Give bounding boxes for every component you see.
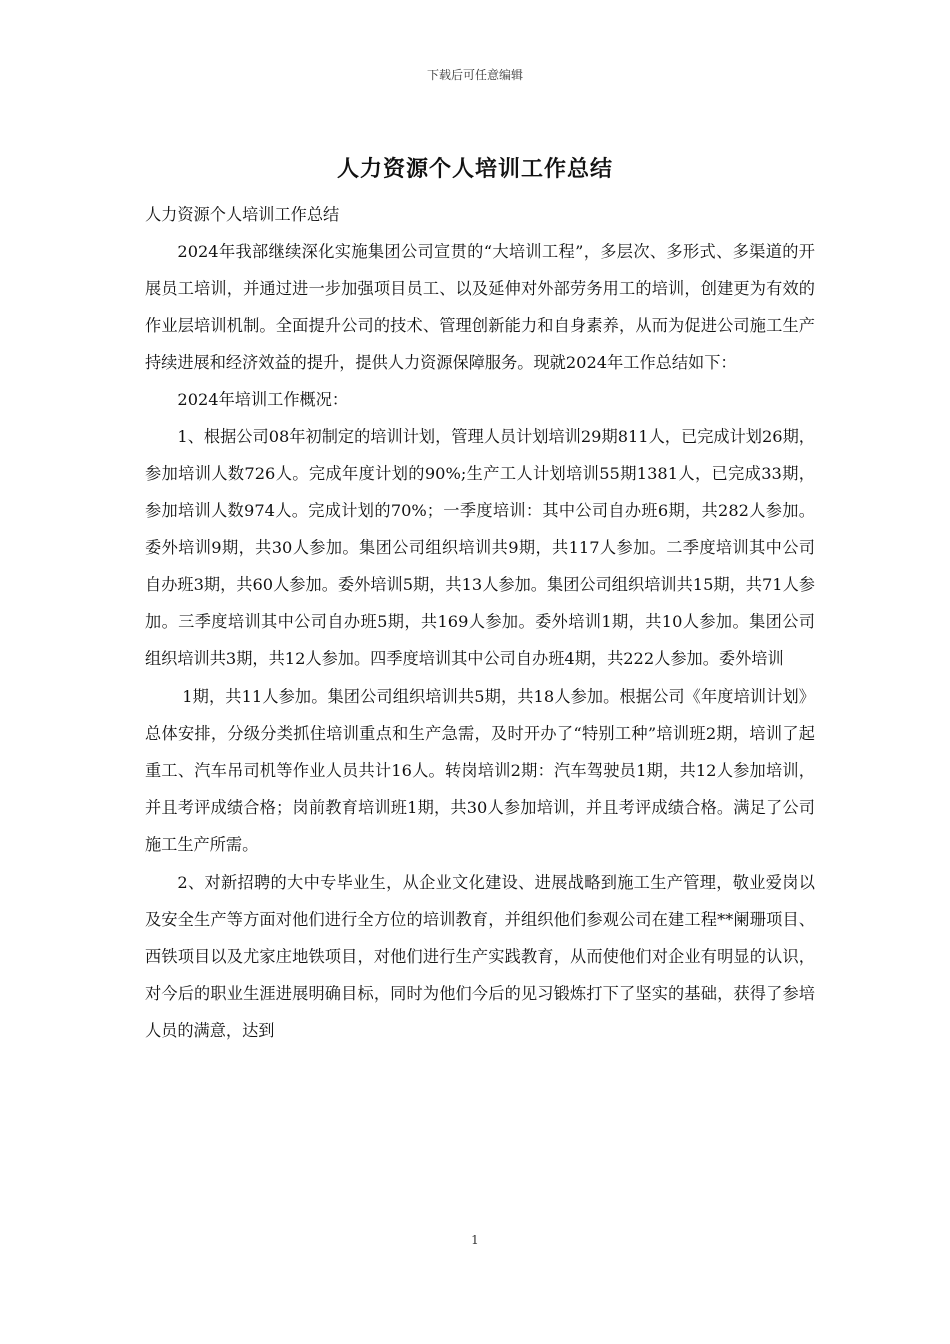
section-1-continuation-paragraph: 1期，共11人参加。集团公司组织培训共5期，共18人参加。根据公司《年度培训计划》总体安排，分级分类抓住培训重点和生产急需，及时开办了“特别工种”培训班2期，培训了起重工、汽车吊司机等作业人员共计16人。转岗培训2期：汽车驾驶员1期，共12人参加培训，并且考评成绩合格；岗前教育培训班1期，共30人参加培训，并且考评成绩合格。满足了公司施工生产所需。 [145, 687, 815, 854]
section-2-paragraph: 2、对新招聘的大中专毕业生，从企业文化建设、进展战略到施工生产管理，敬业爱岗以及安全生产等方面对他们进行全方位的培训教育，并组织他们参观公司在建工程**阑珊项目、西铁项目以及尤家庄地铁项目，对他们进行生产实践教育，从而使他们对企业有明显的认识，对今后的职业生涯进展明确目标，同时为他们今后的见习锻炼打下了坚实的基础，获得了参培人员的满意，达到 [145, 873, 815, 1040]
subtitle-paragraph: 人力资源个人培训工作总结 [145, 205, 340, 224]
document-title: 人力资源个人培训工作总结 [336, 156, 613, 182]
intro-paragraph: 2024年我部继续深化实施集团公司宣贯的“大培训工程”，多层次、多形式、多渠道的开展员工培训，并通过进一步加强项目员工、以及延伸对外部劳务用工的培训，创建更为有效的作业层培训机制。全面提升公司的技术、管理创新能力和自身素养，从而为促进公司施工生产持续进展和经济效益的提升，提供人力资源保障服务。现就2024年工作总结如下： [145, 242, 815, 372]
document-body [145, 196, 815, 1049]
section-1-paragraph: 1、根据公司08年初制定的培训计划，管理人员计划培训29期811人，已完成计划26期，参加培训人数726人。完成年度计划的90%;生产工人计划培训55期1381人，已完成33期，参加培训人数974人。完成计划的70%；一季度培训：其中公司自办班6期，共282人参加。委外培训9期，共30人参加。集团公司组织培训共9期，共117人参加。二季度培训其中公司自办班3期，共60人参加。委外培训5期，共13人参加。集团公司组织培训共15期，共71人参加。三季度培训其中公司自办班5期，共169人参加。委外培训1期，共10人参加。集团公司组织培训共3期，共12人参加。四季度培训其中公司自办班4期，共222人参加。委外培训 [145, 427, 815, 668]
page-header-note: 下载后可任意编辑 [426, 68, 523, 82]
overview-heading: 2024年培训工作概况： [177, 390, 349, 409]
page-number: 1 [471, 1233, 479, 1247]
